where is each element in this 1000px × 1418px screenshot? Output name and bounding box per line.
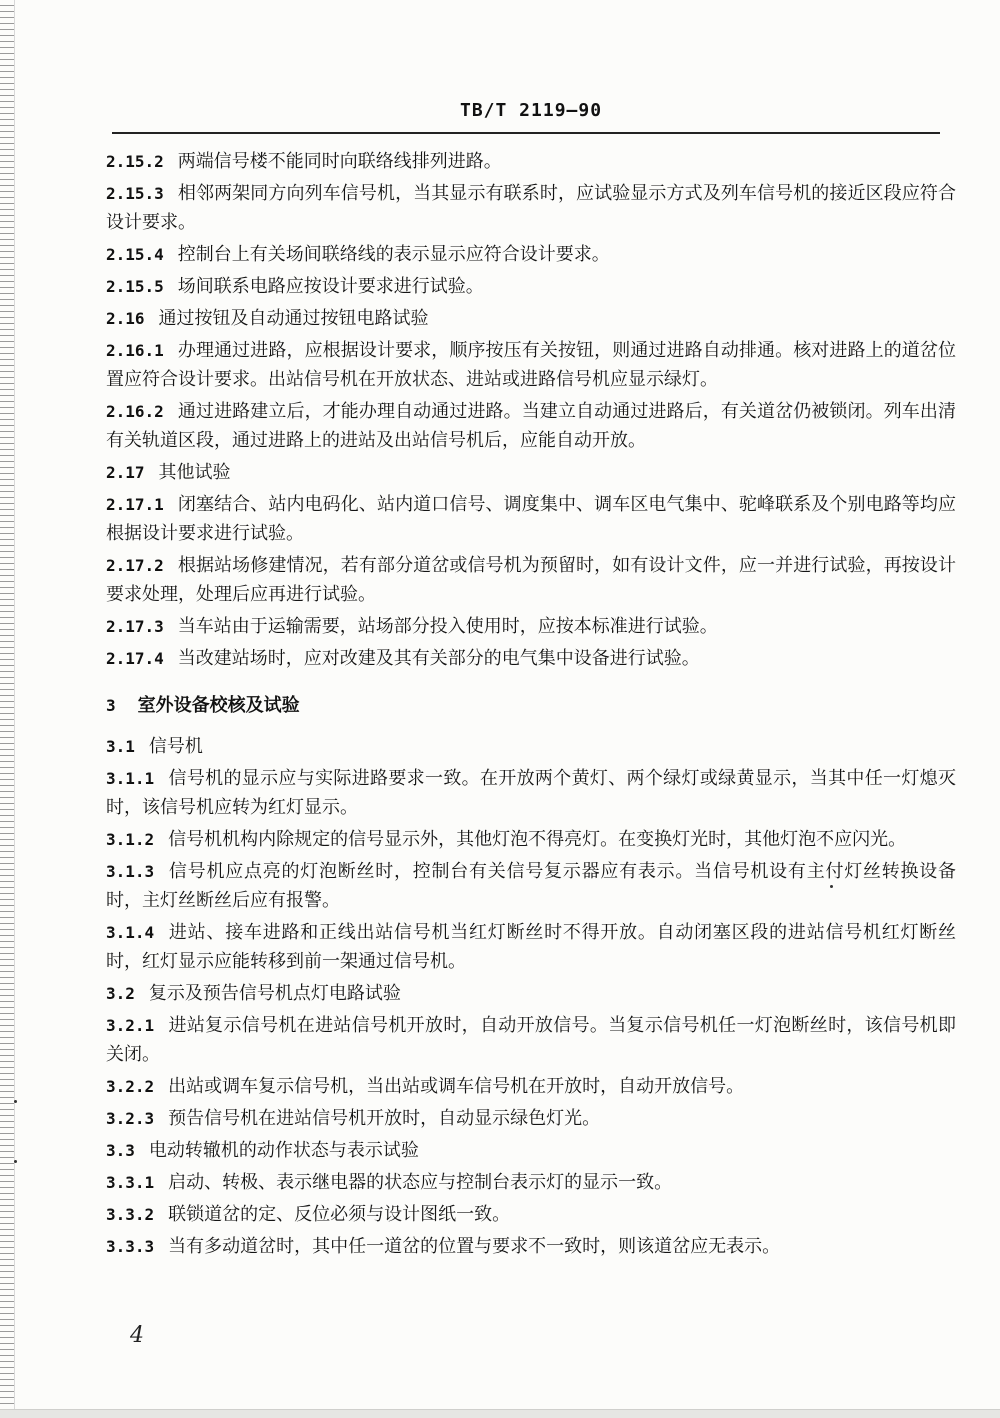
scan-speck	[14, 1160, 17, 1163]
clause-text: 两端信号楼不能同时向联络线排列进路。	[177, 151, 502, 172]
clause-number: 2.16	[106, 309, 145, 328]
scan-speck	[14, 1100, 17, 1103]
clause-3-3-2	[106, 1200, 956, 1229]
clause-2-17-4	[106, 644, 956, 673]
scan-edge	[0, 0, 15, 1418]
header-rule	[112, 132, 940, 134]
clause-2-15-3	[106, 179, 956, 237]
clause-2-17-1	[106, 490, 956, 548]
clause-number: 2.15.2	[106, 152, 164, 171]
clause-text: 当有多动道岔时，其中任一道岔的位置与要求不一致时，则该道岔应无表示。	[168, 1236, 781, 1257]
standard-code-header: TB/T 2119—90	[460, 100, 603, 121]
clause-text: 办理通过进路，应根据设计要求，顺序按压有关按钮，则通过进路自动排通。核对进路上的道岔位置应符合设计要求。出站信号机在开放状态、进站或进路信号机应显示绿灯。	[106, 340, 956, 390]
clause-3-1-3	[106, 857, 956, 915]
clause-3-3-3	[106, 1232, 956, 1261]
clause-2-16	[106, 304, 956, 333]
clause-text: 当改建站场时，应对改建及其有关部分的电气集中设备进行试验。	[177, 648, 700, 669]
clause-3-2-2	[106, 1072, 956, 1101]
clause-number: 2.15.4	[106, 245, 164, 264]
clause-number: 3.1.2	[106, 830, 155, 849]
clause-number: 3.2.3	[106, 1109, 155, 1128]
section-title: 室外设备校核及试验	[137, 695, 300, 716]
clause-text: 其他试验	[158, 462, 231, 483]
clause-number: 3.2.1	[106, 1016, 155, 1035]
clause-number: 2.15.5	[106, 277, 164, 296]
clause-3-2-3	[106, 1104, 956, 1133]
clause-number: 2.17.2	[106, 556, 164, 575]
clause-2-15-5	[106, 272, 956, 301]
clause-number: 3.3	[106, 1141, 135, 1160]
clause-text: 当车站由于运输需要，站场部分投入使用时，应按本标准进行试验。	[177, 616, 718, 637]
clause-text: 通过进路建立后，才能办理自动通过进路。当建立自动通过进路后，有关道岔仍被锁闭。列车出清有关轨道区段，通过进路上的进站及出站信号机后，应能自动开放。	[106, 401, 956, 451]
clause-number: 3.1.4	[106, 923, 155, 942]
section-3-heading	[106, 691, 956, 720]
clause-number: 2.17.4	[106, 649, 164, 668]
clause-text: 根据站场修建情况，若有部分道岔或信号机为预留时，如有设计文件，应一并进行试验，再按设计要求处理，处理后应再进行试验。	[106, 555, 956, 605]
clause-number: 2.17.3	[106, 617, 164, 636]
clause-2-17	[106, 458, 956, 487]
clause-3-3	[106, 1136, 956, 1165]
clause-text: 复示及预告信号机点灯电路试验	[148, 983, 401, 1004]
clause-text: 预告信号机在进站信号机开放时，自动显示绿色灯光。	[168, 1108, 601, 1129]
clause-3-2-1	[106, 1011, 956, 1069]
clause-number: 3.2.2	[106, 1077, 155, 1096]
clause-number: 3.2	[106, 984, 135, 1003]
clause-number: 3.1.3	[106, 862, 155, 881]
clause-number: 2.15.3	[106, 184, 164, 203]
clause-2-17-3	[106, 612, 956, 641]
clause-text: 进站、接车进路和正线出站信号机当红灯断丝时不得开放。自动闭塞区段的进站信号机红灯断丝时，红灯显示应能转移到前一架通过信号机。	[106, 922, 956, 972]
page-number: 4	[130, 1323, 144, 1348]
clause-text: 进站复示信号机在进站信号机开放时，自动开放信号。当复示信号机任一灯泡断丝时，该信号机即关闭。	[106, 1015, 956, 1065]
clause-number: 3.1	[106, 737, 135, 756]
clause-number: 3.3.1	[106, 1173, 155, 1192]
clause-number: 3.1.1	[106, 769, 155, 788]
clause-3-3-1	[106, 1168, 956, 1197]
clause-number: 2.16.2	[106, 402, 164, 421]
clause-text: 信号机的显示应与实际进路要求一致。在开放两个黄灯、两个绿灯或绿黄显示，当其中任一灯熄灭时，该信号机应转为红灯显示。	[106, 768, 956, 818]
clause-text: 场间联系电路应按设计要求进行试验。	[177, 276, 484, 297]
clause-number: 2.16.1	[106, 341, 164, 360]
document-body	[106, 147, 956, 1264]
clause-text: 控制台上有关场间联络线的表示显示应符合设计要求。	[177, 244, 610, 265]
clause-text: 相邻两架同方向列车信号机，当其显示有联系时，应试验显示方式及列车信号机的接近区段应符合设计要求。	[106, 183, 956, 233]
clause-text: 通过按钮及自动通过按钮电路试验	[158, 308, 429, 329]
clause-2-17-2	[106, 551, 956, 609]
clause-text: 出站或调车复示信号机，当出站或调车信号机在开放时，自动开放信号。	[168, 1076, 745, 1097]
clause-number: 2.17	[106, 463, 145, 482]
clause-2-15-4	[106, 240, 956, 269]
clause-text: 信号机机构内除规定的信号显示外，其他灯泡不得亮灯。在变换灯光时，其他灯泡不应闪光。	[168, 829, 907, 850]
section-number: 3	[106, 696, 116, 715]
clause-3-1-4	[106, 918, 956, 976]
clause-text: 启动、转极、表示继电器的状态应与控制台表示灯的显示一致。	[168, 1172, 673, 1193]
clause-3-2	[106, 979, 956, 1008]
clause-number: 3.3.3	[106, 1237, 155, 1256]
scan-bottom-edge	[0, 1409, 1000, 1418]
clause-2-16-1	[106, 336, 956, 394]
scan-speck	[830, 885, 833, 888]
clause-text: 信号机	[148, 736, 203, 757]
clause-text: 信号机应点亮的灯泡断丝时，控制台有关信号复示器应有表示。当信号机设有主付灯丝转换设备时，主灯丝断丝后应有报警。	[106, 861, 956, 911]
clause-2-15-2	[106, 147, 956, 176]
clause-text: 联锁道岔的定、反位必须与设计图纸一致。	[168, 1204, 511, 1225]
clause-2-16-2	[106, 397, 956, 455]
clause-3-1-1	[106, 764, 956, 822]
clause-number: 3.3.2	[106, 1205, 155, 1224]
clause-text: 电动转辙机的动作状态与表示试验	[148, 1140, 419, 1161]
clause-3-1	[106, 732, 956, 761]
clause-3-1-2	[106, 825, 956, 854]
clause-number: 2.17.1	[106, 495, 164, 514]
clause-text: 闭塞结合、站内电码化、站内道口信号、调度集中、调车区电气集中、驼峰联系及个别电路等均应根据设计要求进行试验。	[106, 494, 956, 544]
